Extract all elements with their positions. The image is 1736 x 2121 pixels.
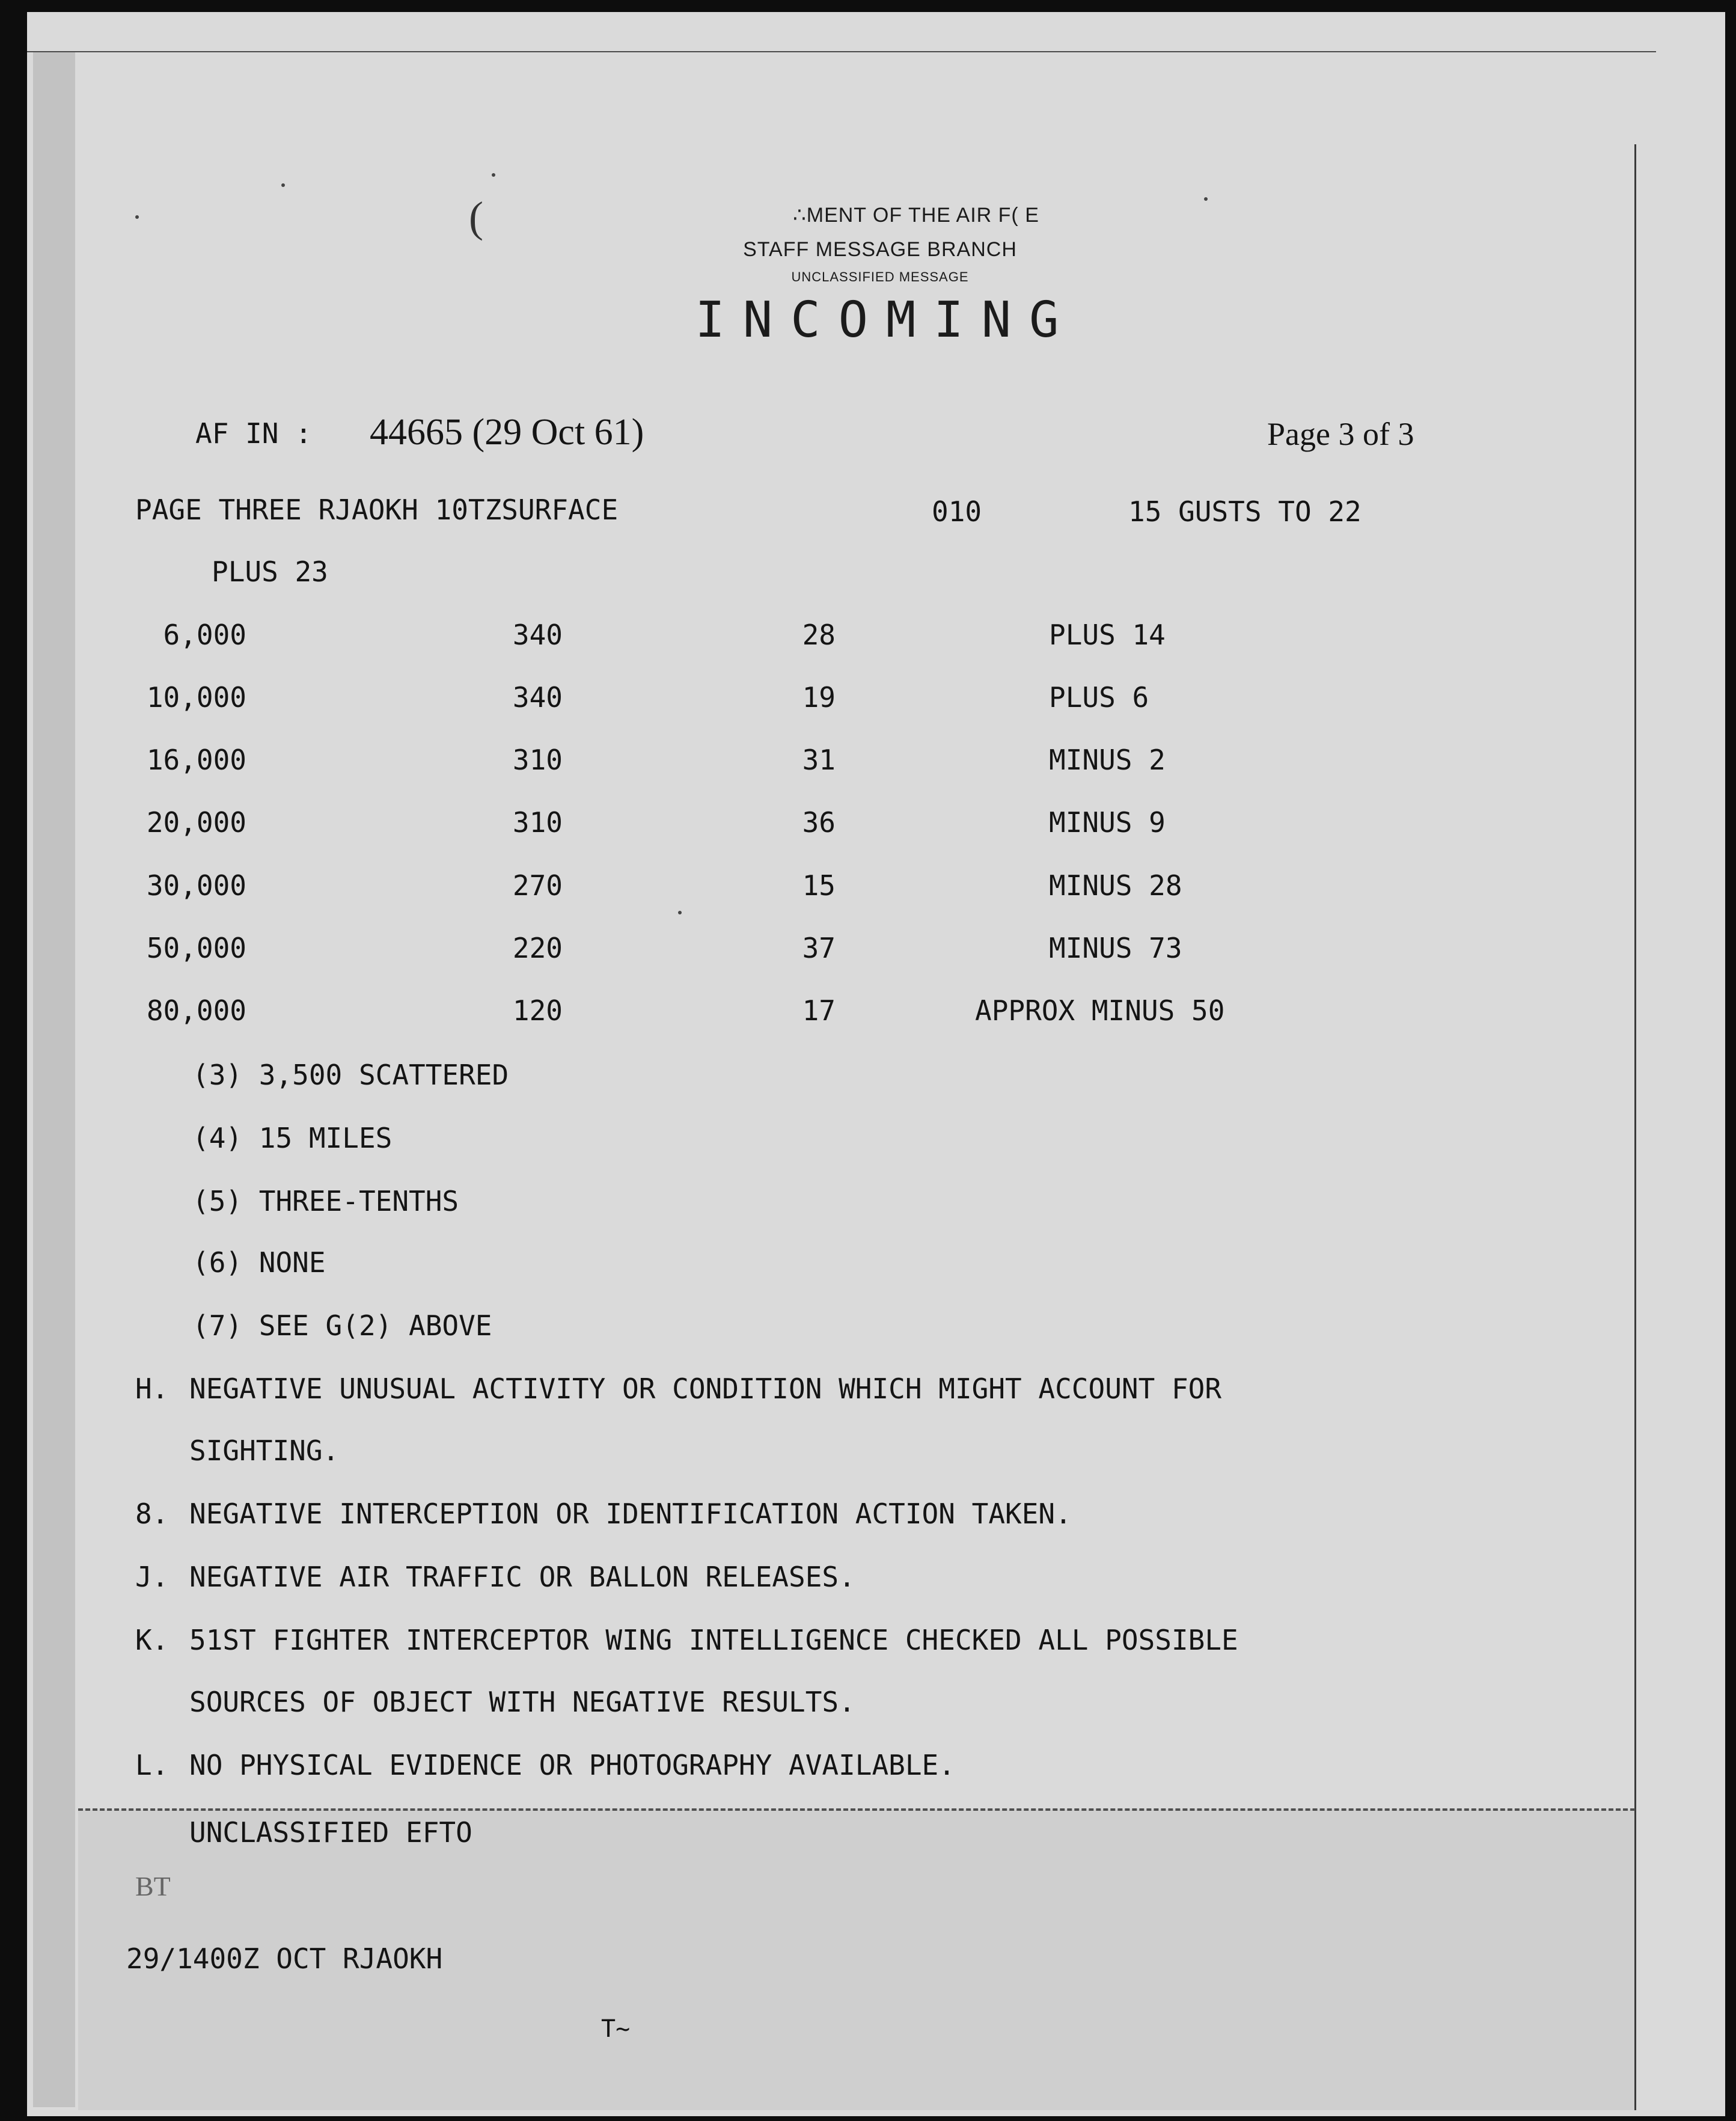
list-item: (7) SEE G(2) ABOVE [192,1309,492,1342]
surface-temperature: PLUS 23 [212,556,328,588]
list-item: (3) 3,500 SCATTERED [192,1059,509,1091]
direction-cell: 340 [512,619,563,651]
department-header: ∴MENT OF THE AIR F( E [793,204,1039,227]
intro-line: PAGE THREE RJAOKH 10TZSURFACE [135,494,619,526]
dust-speck [678,911,682,914]
page-indicator: Page 3 of 3 [1267,416,1414,452]
temperature-cell: MINUS 9 [1049,806,1166,839]
paragraph-label: K. [135,1624,169,1656]
paragraph-text: NEGATIVE AIR TRAFFIC OR BALLON RELEASES. [189,1561,855,1593]
list-item: (5) THREE-TENTHS [192,1185,459,1217]
altitude-cell: 6,000 [163,619,246,651]
altitude-cell: 80,000 [146,994,246,1027]
altitude-cell: 50,000 [146,932,246,964]
list-item: (6) NONE [192,1246,326,1279]
af-in-number: 44665 (29 Oct 61) [370,412,644,453]
paragraph-text: NO PHYSICAL EVIDENCE OR PHOTOGRAPHY AVAILABLE. [189,1749,955,1781]
page-title: INCOMING [695,292,1077,349]
direction-cell: 120 [512,994,563,1027]
paragraph-label: 8. [135,1498,169,1530]
speed-cell: 36 [802,806,836,839]
bracket-mark: ( [469,193,483,241]
dust-speck [281,183,285,187]
direction-cell: 270 [512,869,563,902]
speed-cell: 31 [802,744,836,776]
altitude-cell: 16,000 [146,744,246,776]
temperature-cell: MINUS 28 [1049,869,1182,902]
altitude-cell: 30,000 [146,869,246,902]
paragraph-label: H. [135,1373,169,1405]
surface-direction: 010 [932,495,982,528]
dust-speck [492,173,495,177]
initials-mark: T~ [601,2015,631,2043]
speed-cell: 19 [802,681,836,714]
direction-cell: 310 [512,806,563,839]
temperature-cell: MINUS 73 [1049,932,1182,964]
surface-speed: 15 GUSTS TO 22 [1128,495,1362,528]
paragraph-label: L. [135,1749,169,1781]
speed-cell: 15 [802,869,836,902]
separator-line [78,1808,1635,1811]
dust-speck [1204,197,1208,201]
paragraph-text: 51ST FIGHTER INTERCEPTOR WING INTELLIGENCE CHECKED ALL POSSIBLE [189,1624,1238,1656]
speed-cell: 17 [802,994,836,1027]
temperature-cell: APPROX MINUS 50 [975,994,1225,1027]
scan-shadow [33,51,75,2107]
frame-right-line [1634,144,1636,2110]
altitude-cell: 10,000 [146,681,246,714]
frame-top-line [27,51,1656,52]
date-time-group: 29/1400Z OCT RJAOKH [126,1942,443,1975]
temperature-cell: PLUS 14 [1049,619,1166,651]
paragraph-text: NEGATIVE INTERCEPTION OR IDENTIFICATION ACTION TAKEN. [189,1498,1072,1530]
direction-cell: 310 [512,744,563,776]
altitude-cell: 20,000 [146,806,246,839]
temperature-cell: MINUS 2 [1049,744,1166,776]
direction-cell: 340 [512,681,563,714]
paragraph-text: SOURCES OF OBJECT WITH NEGATIVE RESULTS. [189,1686,855,1718]
speed-cell: 28 [802,619,836,651]
temperature-cell: PLUS 6 [1049,681,1149,714]
paragraph-text: SIGHTING. [189,1434,340,1467]
speed-cell: 37 [802,932,836,964]
branch-header: STAFF MESSAGE BRANCH [743,238,1017,261]
break-marker: BT [135,1871,171,1902]
af-in-label: AF IN : [195,417,312,450]
direction-cell: 220 [512,932,563,964]
footer-classification: UNCLASSIFIED EFTO [189,1816,472,1849]
list-item: (4) 15 MILES [192,1122,393,1154]
paragraph-text: NEGATIVE UNUSUAL ACTIVITY OR CONDITION WHICH MIGHT ACCOUNT FOR [189,1373,1222,1405]
classification-header: UNCLASSIFIED MESSAGE [791,269,969,284]
paragraph-label: J. [135,1561,169,1593]
